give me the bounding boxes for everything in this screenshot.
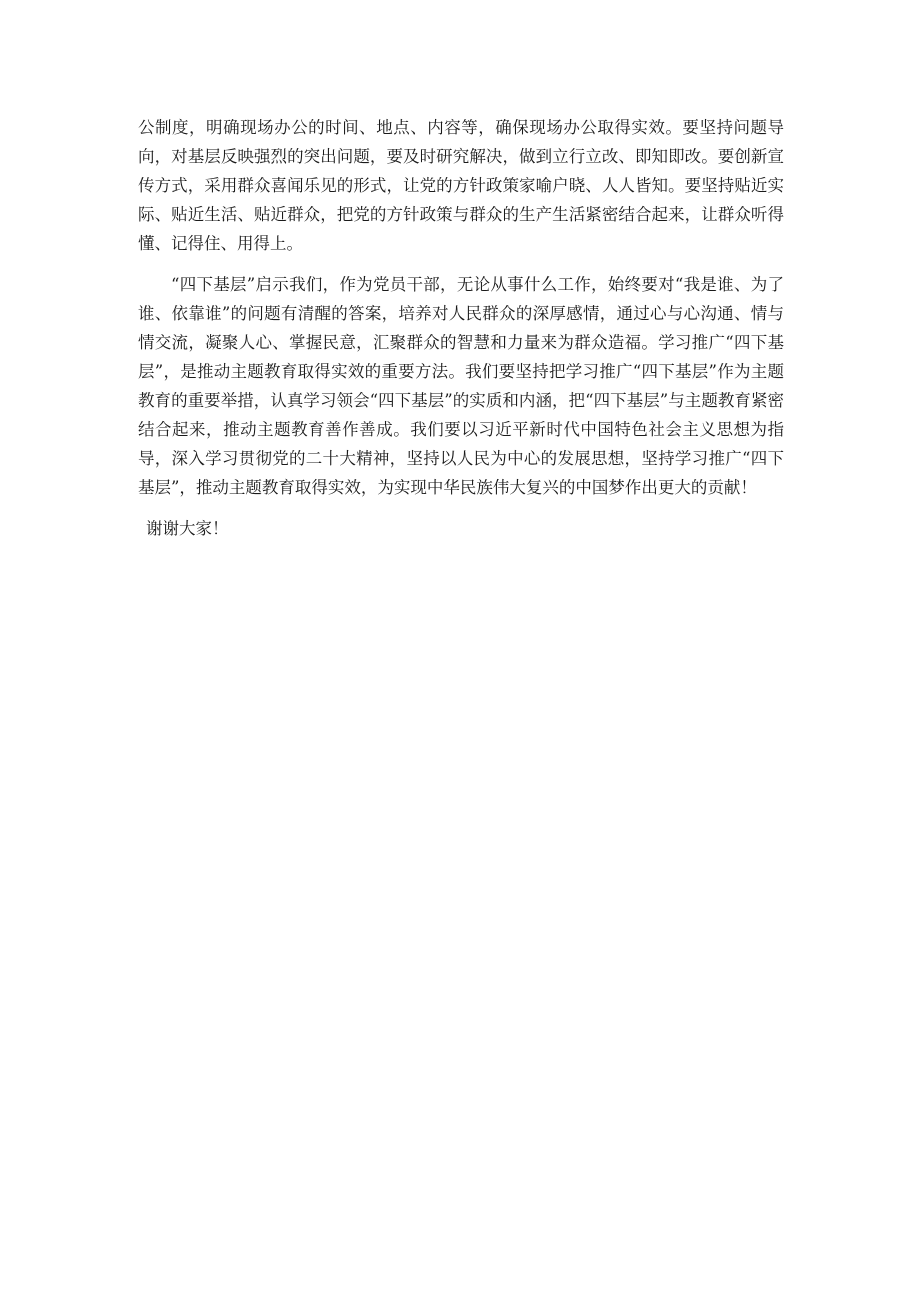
document-body bbox=[138, 113, 784, 555]
closing-thanks: 谢谢大家！ bbox=[146, 519, 229, 538]
paragraph-four-grassroots: “四下基层”启示我们，作为党员干部，无论从事什么工作，始终要对“我是谁、为了谁、依靠谁”的问题有清醒的答案，培养对人民群众的深厚感情，通过心与心沟通、情与情交流，凝聚人心、掌握民意，汇聚群众的智慧和力量来为群众造福。学习推广“四下基层”，是推动主题教育取得实效的重要方法。我们要坚持把学习推广“四下基层”作为主题教育的重要举措，认真学习领会“四下基层”的实质和内涵，把“四下基层”与主题教育紧密结合起来，推动主题教育善作善成。我们要以习近平新时代中国特色社会主义思想为指导，深入学习贯彻党的二十大精神，坚持以人民为中心的发展思想，坚持学习推广“四下基层”，推动主题教育取得实效，为实现中华民族伟大复兴的中国梦作出更大的贡献！ bbox=[138, 275, 784, 497]
paragraph-continuation: 公制度，明确现场办公的时间、地点、内容等，确保现场办公取得实效。要坚持问题导向，对基层反映强烈的突出问题，要及时研究解决，做到立行立改、即知即改。要创新宣传方式，采用群众喜闻乐见的形式，让党的方针政策家喻户晓、人人皆知。要坚持贴近实际、贴近生活、贴近群众，把党的方针政策与群众的生产生活紧密结合起来，让群众听得懂、记得住、用得上。 bbox=[138, 118, 784, 253]
